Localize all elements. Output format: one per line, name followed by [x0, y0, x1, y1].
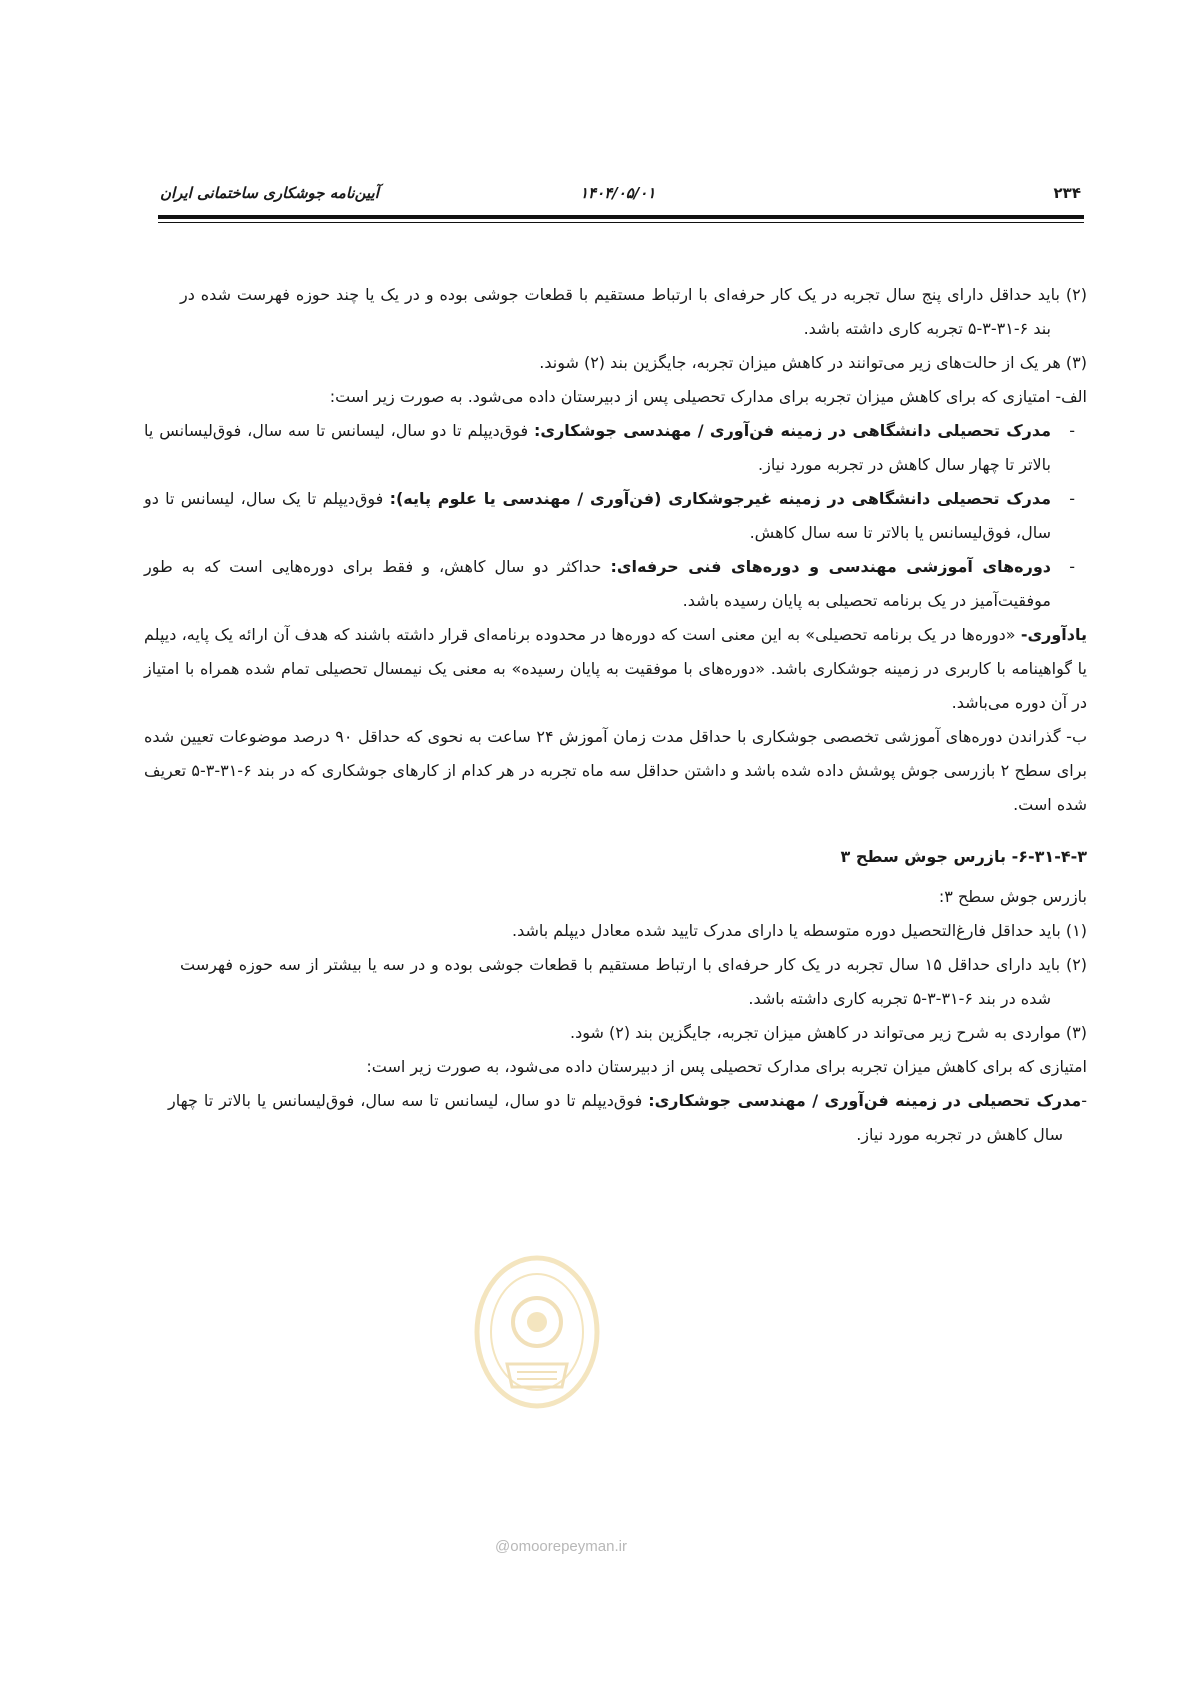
level2-item-2	[144, 278, 1087, 346]
item-number: (۳)	[1065, 353, 1087, 372]
bullet-item	[144, 1084, 1087, 1152]
bullet-dash: -	[1081, 1091, 1087, 1110]
bullet-text: فوق‌دیپلم تا دو سال، لیسانس تا سه سال، فوق‌لیسانس یا بالاتر تا چهار سال کاهش در تجربه مورد نیاز.	[168, 1091, 1063, 1144]
bullet-lead: مدرک تحصیلی دانشگاهی در زمینه غیرجوشکاری (فن‌آوری / مهندسی یا علوم پایه):	[389, 489, 1051, 508]
note-text: «دوره‌ها در یک برنامه تحصیلی» به این معنی است که دوره‌ها در محدوده برنامه‌ای قرار داشته باشند که هدف آن ارائه یک پایه، دیپلم یا گواهینامه با کاربری در زمینه جوشکاری باشد. «دوره‌های با موفقیت به پایان رسیده» به معنی یک نیمسال تحصیلی تمام شده همراه با امتیاز در آن دوره می‌باشد.	[144, 625, 1087, 712]
level2-item-3	[144, 346, 1087, 380]
level3-item-1	[144, 914, 1087, 948]
document-date: ۱۴۰۴/۰۵/۰۱	[580, 184, 656, 202]
points-intro: امتیازی که برای کاهش میزان تجربه برای مدارک تحصیلی پس از دبیرستان داده می‌شود، به صورت زیر است:	[366, 1057, 1087, 1076]
page-header	[160, 184, 1083, 208]
bullet-dash: -	[1069, 421, 1076, 440]
note-paragraph	[144, 618, 1087, 720]
level3-item-3	[144, 1016, 1087, 1050]
bullet-text: فوق‌دیپلم تا دو سال، لیسانس تا سه سال، فوق‌لیسانس یا بالاتر تا چهار سال کاهش در تجربه مورد نیاز.	[144, 421, 1051, 474]
bullet-text: فوق‌دیپلم تا یک سال، لیسانس تا دو سال، فوق‌لیسانس یا بالاتر تا سه سال کاهش.	[144, 489, 1051, 542]
page-number: ۲۳۴	[1053, 184, 1081, 202]
item-number: (۱)	[1065, 921, 1087, 940]
paragraph-alef: الف- امتیازی که برای کاهش میزان تجربه برای مدارک تحصیلی پس از دبیرستان داده می‌شود. به صورت زیر است:	[329, 387, 1087, 406]
level3-item-2	[144, 948, 1087, 1016]
bullet-item	[144, 414, 1087, 482]
item-number: (۳)	[1065, 1023, 1087, 1042]
note-label: یادآوری-	[1020, 625, 1087, 644]
item-number: (۲)	[1065, 955, 1088, 974]
item-number: (۲)	[1065, 285, 1088, 304]
seal-logo-icon	[472, 1252, 602, 1412]
item-text: باید حداقل دارای پنج سال تجربه در یک کار حرفه‌ای با ارتباط مستقیم با قطعات جوشی بوده و در یک یا چند حوزه فهرست شده در بند ۶-۳۱-۳-۵ تجربه کاری داشته باشد.	[180, 285, 1060, 338]
header-rule-thick	[158, 215, 1084, 219]
bullet-dash: -	[1069, 557, 1075, 576]
item-text: هر یک از حالت‌های زیر می‌توانند در کاهش میزان تجربه، جایگزین بند (۲) شوند.	[539, 353, 1061, 372]
section-heading: ۶-۳۱-۴-۳- بازرس جوش سطح ۳	[840, 847, 1087, 866]
bullet-text: حداکثر دو سال کاهش، و فقط برای دوره‌هایی است که به طور موفقیت‌آمیز در یک برنامه تحصیلی به پایان رسیده باشد.	[144, 557, 1051, 610]
bullet-item	[144, 482, 1087, 550]
section-intro: بازرس جوش سطح ۳:	[938, 887, 1087, 906]
document-title: آیین‌نامه جوشکاری ساختمانی ایران	[160, 184, 379, 202]
bullet-dash: -	[1069, 489, 1075, 508]
bullet-item	[144, 550, 1087, 618]
item-text: مواردی به شرح زیر می‌تواند در کاهش میزان تجربه، جایگزین بند (۲) شود.	[570, 1023, 1061, 1042]
item-text: باید حداقل فارغ‌التحصیل دوره متوسطه یا دارای مدرک تایید شده معادل دیپلم باشد.	[511, 921, 1061, 940]
paragraph-be: ب- گذراندن دوره‌های آموزشی تخصصی جوشکاری با حداقل مدت زمان آموزش ۲۴ ساعت به نحوی که حداقل ۹۰ درصد موضوعات تعیین شده برای سطح ۲ بازرسی جوش پوشش داده شده باشد و داشتن حداقل سه ماه تجربه در هر کدام از کارهای جوشکاری که در بند ۶-۳۱-۳-۵ تعریف شده است.	[144, 727, 1088, 814]
watermark-text: @omoorepeyman.ir	[495, 1538, 627, 1555]
header-rule-thin	[158, 222, 1084, 223]
item-text: باید دارای حداقل ۱۵ سال تجربه در یک کار حرفه‌ای با ارتباط مستقیم با قطعات جوشی بوده و در سه یا بیشتر از سه حوزه فهرست شده در بند ۶-۳۱-۳-۵ تجربه کاری داشته باشد.	[180, 955, 1061, 1008]
bullet-lead: مدرک تحصیلی دانشگاهی در زمینه فن‌آوری / مهندسی جوشکاری:	[534, 421, 1052, 440]
document-body	[144, 278, 1087, 1152]
bullet-lead: مدرک تحصیلی در زمینه فن‌آوری / مهندسی جوشکاری:	[648, 1091, 1082, 1110]
bullet-lead: دوره‌های آموزشی مهندسی و دوره‌های فنی حرفه‌ای:	[610, 557, 1051, 576]
